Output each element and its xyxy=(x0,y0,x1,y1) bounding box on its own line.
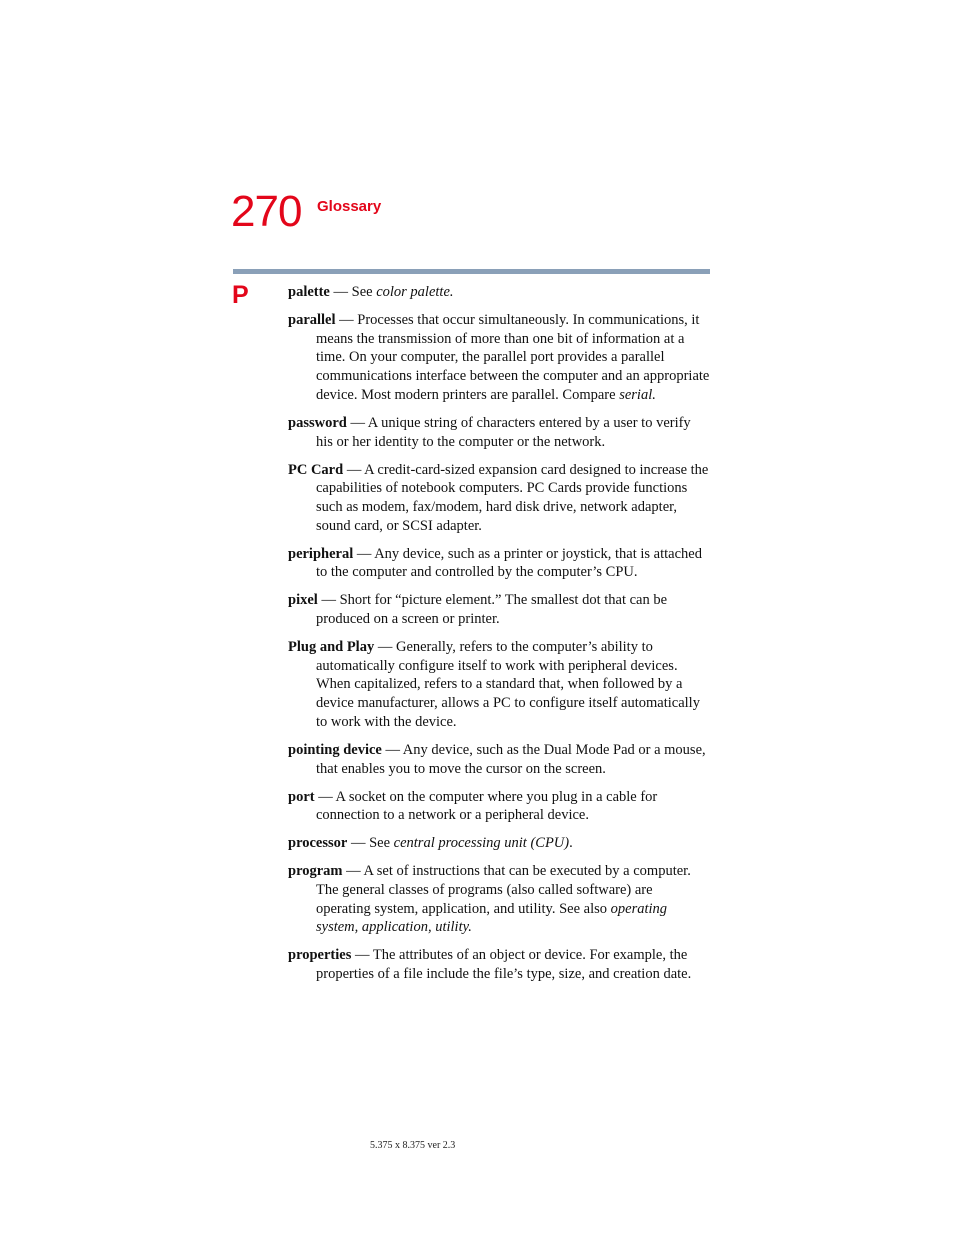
entry-term: program xyxy=(288,863,343,880)
entry-cross-reference: central processing unit (CPU) xyxy=(393,835,570,852)
entry-definition: — Any device, such as a printer or joystick, that is attached to the computer and controlled by the computer’s CPU. xyxy=(316,545,702,581)
entry-cross-reference: serial. xyxy=(619,386,656,403)
entry-definition: — See xyxy=(347,835,394,852)
glossary-entry-pixel xyxy=(288,591,710,628)
entry-definition: — Processes that occur simultaneously. In communications, it means the transmission of more than one bit of information at a time. On your computer, the parallel port provides a parallel communications interface between the computer and an appropriate device. Most modern printers are parallel. Compare xyxy=(316,312,710,403)
entry-definition: — A set of instructions that can be executed by a computer. The general classes of programs (also called software) are operating system, application, and utility. See also xyxy=(316,863,691,917)
glossary-entry-program xyxy=(288,862,710,937)
glossary-entry-plug-and-play xyxy=(288,638,710,732)
glossary-entry-palette xyxy=(288,283,710,302)
glossary-entry-password xyxy=(288,414,710,451)
entry-definition: — A socket on the computer where you plug in a cable for connection to a network or a peripheral device. xyxy=(314,788,658,824)
entry-term: pointing device xyxy=(288,741,382,758)
entry-term: password xyxy=(288,414,347,431)
glossary-entry-port xyxy=(288,788,710,825)
glossary-entry-peripheral xyxy=(288,545,710,582)
glossary-entries xyxy=(288,283,710,993)
entry-tail: . xyxy=(569,835,573,852)
entry-definition: — Short for “picture element.” The smallest dot that can be produced on a screen or printer. xyxy=(316,592,668,628)
glossary-entry-parallel xyxy=(288,311,710,405)
entry-cross-reference: operating system, application, utility. xyxy=(316,900,668,936)
entry-term: PC Card xyxy=(288,461,344,478)
page-footer: 5.375 x 8.375 ver 2.3 xyxy=(370,1140,456,1151)
entry-definition: — Generally, refers to the computer’s ability to automatically configure itself to work with peripheral devices. When capitalized, refers to a standard that, when followed by a device manufacturer, allows a PC to configure itself automatically to work with the device. xyxy=(316,639,700,730)
section-letter: P xyxy=(232,281,249,309)
entry-term: parallel xyxy=(288,312,336,328)
glossary-entry-pc-card xyxy=(288,461,710,536)
entry-cross-reference: color palette. xyxy=(376,284,454,300)
entry-definition: — The attributes of an object or device. For example, the properties of a file include the file’s type, size, and creation date. xyxy=(316,947,692,983)
entry-term: peripheral xyxy=(288,545,354,562)
entry-term: pixel xyxy=(288,592,318,609)
entry-definition: — Any device, such as the Dual Mode Pad or a mouse, that enables you to move the cursor on the screen. xyxy=(316,741,706,777)
page-number: 270 xyxy=(231,187,302,236)
entry-definition: — A unique string of characters entered by a user to verify his or her identity to the computer or the network. xyxy=(316,414,691,450)
glossary-entry-pointing-device xyxy=(288,741,710,778)
glossary-entry-processor xyxy=(288,834,710,853)
entry-term: processor xyxy=(288,835,348,852)
entry-term: properties xyxy=(288,947,352,964)
section-title: Glossary xyxy=(317,198,382,215)
section-divider xyxy=(233,269,710,274)
entry-definition: — See xyxy=(329,284,377,300)
entry-definition: — A credit-card-sized expansion card designed to increase the capabilities of notebook computers. PC Cards provide functions such as modem, fax/modem, hard disk drive, network adapter, sound card, or SCSI adapter. xyxy=(316,461,709,534)
entry-term: Plug and Play xyxy=(288,639,375,656)
entry-term: port xyxy=(288,788,315,805)
glossary-entry-properties xyxy=(288,946,710,983)
entry-term: palette xyxy=(288,284,330,300)
